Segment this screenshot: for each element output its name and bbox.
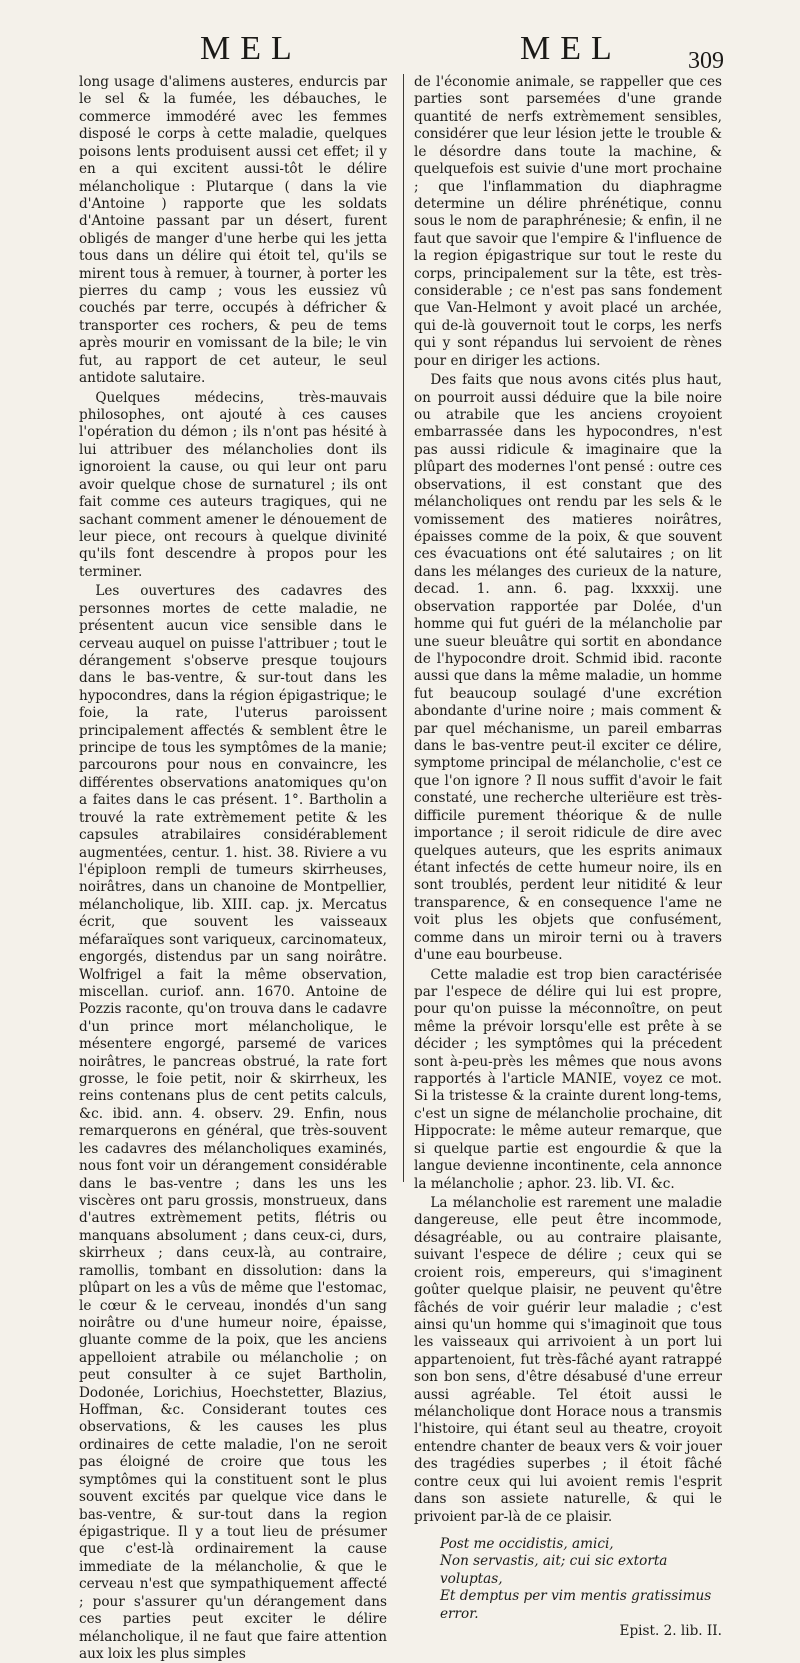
left-column — [79, 74, 387, 1663]
verse-line: Non servastis, ait; cui sic extorta voluptas, — [440, 1553, 668, 1587]
column-divider — [403, 74, 404, 1182]
running-header-left: MEL — [200, 30, 302, 67]
verse-citation: Epist. 2. lib. II. — [619, 1623, 722, 1640]
paragraph: de l'économie animale, se rappeller que ces parties sont parsemées d'une grande quantité de nerfs extrèmement sensibles, considérer que leur lésion jette le trouble & le désordre dans toute la machine, & quelquefois est suivie d'une mort prochaine ; que l'inflammation du diaphragme determine un délire phrénétique, connu sous le nom de paraphrénesie; & enfin, il ne faut que savoir que l'empire & l'influence de la region épigastrique sur tout le reste du corps, principalement sur la tête, est très-considerable ; ce n'est pas sans fondement que Van-Helmont y avoit placé un archée, qui de-là gouvernoit tout le corps, les nerfs qui y sont répandus lui servoient de rènes pour en diriger les actions. — [414, 74, 722, 369]
paragraph: Des faits que nous avons cités plus haut, on pourroit aussi déduire que la bile noire ou atrabile que les anciens croyoient embarrassée dans les hypocondres, n'est pas aussi ridicule & imaginaire que la plûpart des modernes l'ont pensé : outre ces observations, il est constant que des mélancholiques ont rendu par les sels & le vomissement des matieres noirâtres, épaisses comme de la poix, & que souvent ces évacuations ont été salutaires ; on lit dans les mélanges des curieux de la nature, decad. 1. ann. 6. pag. lxxxxij. une observation rapportée par Dolée, d'un homme qui fut guéri de la mélancholie par une sueur bleuâtre qui sortit en abondance de l'hypocondre droit. Schmid ibid. raconte aussi que dans la même maladie, un homme fut beaucoup soulagé d'une excrétion abondante d'urine noire ; mais comment & par quel méchanisme, un pareil embarras dans le bas-ventre peut-il exciter ce délire, symptome principal de mélancholie, c'est ce que l'on ignore ? Il nous suffit d'avoir le fait constaté, une recherche ulteriëure est très-difficile purement théorique & de nulle importance ; il seroit ridicule de dire avec quelques auteurs, que les esprits animaux étant infectés de cette humeur noire, ils en sont troublés, perdent leur nitidité & leur transparence, & en consequence l'ame ne voit plus les objets que confusément, comme dans un miroir terni ou à travers d'une eau bourbeuse. — [414, 372, 722, 964]
right-column — [414, 74, 722, 1641]
paragraph: Quelques médecins, très-mauvais philosophes, ont ajouté à ces causes l'opération du démon ; ils n'ont pas hésité à lui attribuer des mélancholies dont ils ignoroient la cause, ou qui leur ont paru avoir quelque chose de surnaturel ; ils ont fait comme ces auteurs tragiques, qui ne sachant comment amener le dénouement de leur piece, ont recours à quelque divinité qu'ils font descendre à propos pour les terminer. — [79, 389, 387, 580]
latin-verse-quote — [414, 1536, 722, 1623]
verse-line: Post me occidistis, amici, — [440, 1536, 614, 1553]
running-header-right: MEL — [520, 30, 622, 67]
paragraph: La mélancholie est rarement une maladie dangereuse, elle peut être incommode, désagréable, ou au contraire plaisante, suivant l'espece de délire ; ceux qui se croient rois, empereurs, qui s'imaginent goûter quelque plaisir, ne peuvent qu'être fâchés de voir guérir leur maladie ; c'est ainsi qu'un homme qui s'imaginoit que tous les vaisseaux qui arrivoient à un port lui appartenoient, fut très-fâché ayant ratrappé son bon sens, d'être désabusé d'une erreur aussi agréable. Tel étoit aussi le mélancholique dont Horace nous a transmis l'histoire, qui étant seul au theatre, croyoit entendre chanter de beaux vers & voir jouer des tragédies superbes ; il étoit fâché contre ceux qui lui avoient remis l'esprit dans son assiete naturelle, & qui le privoient par-là de ce plaisir. — [414, 1195, 722, 1525]
page-number: 309 — [688, 48, 724, 74]
paragraph: long usage d'alimens austeres, endurcis par le sel & la fumée, les débauches, le commerce immodéré avec les femmes disposé le corps à cette maladie, quelques poisons lents produisent aussi cet effet; il y en a qui excitent aussi-tôt le délire mélancholique : Plutarque ( dans la vie d'Antoine ) rapporte que les soldats d'Antoine passant par un désert, furent obligés de manger d'une herbe qui les jetta tous dans un délire qui étoit tel, qu'ils se mirent tous à remuer, à tourner, à porter les pierres du camp ; vous les eussiez vû couchés par terre, occupés à défricher & transporter ces rochers, & peu de tems après mourir en vomissant de la bile; le vin fut, au rapport de cet auteur, le seul antidote salutaire. — [79, 74, 387, 387]
paragraph: Cette maladie est trop bien caractérisée par l'espece de délire qui lui est propre, pour qu'on puisse la méconnoître, on peut même la prévoir lorsqu'elle est prête à se décider ; les symptômes qui la précedent sont à-peu-près les mêmes que nous avons rapportés à l'article MANIE, voyez ce mot. Si la tristesse & la crainte durent long-tems, c'est un signe de mélancholie prochaine, dit Hippocrate: le même auteur remarque, que si quelque partie est engourdie & que la langue devienne incontinente, cela annonce la mélancholie ; aphor. 23. lib. VI. &c. — [414, 966, 722, 1192]
paragraph: Les ouvertures des cadavres des personnes mortes de cette maladie, ne présentent aucun vice sensible dans le cerveau auquel on puisse l'attribuer ; tout le dérangement s'observe presque toujours dans le bas-ventre, & sur-tout dans les hypocondres, dans la région épigastrique; le foie, la rate, l'uterus paroissent principalement affectés & semblent être le principe de tous les symptômes de la manie; parcourons pour nous en convaincre, les différentes observations anatomiques qu'on a faites dans le cas présent. 1°. Bartholin a trouvé la rate extrèmement petite & les capsules atrabilaires considérablement augmentées, centur. 1. hist. 38. Riviere a vu l'épiploon rempli de tumeurs skirrheuses, noirâtres, dans un chanoine de Montpellier, mélancholique, lib. XIII. cap. jx. Mercatus écrit, que souvent les vaisseaux méfaraïques sont variqueux, carcinomateux, engorgés, distendus par un sang noirâtre. Wolfrigel a fait la même observation, miscellan. curiof. ann. 1670. Antoine de Pozzis raconte, qu'on trouva dans le cadavre d'un prince mort mélancholique, le mésentere engorgé, parsemé de varices noirâtres, le pancreas obstrué, la rate fort grosse, le foie petit, noir & skirrheux, les reins contenans plus de cent petits calculs, &c. ibid. ann. 4. observ. 29. Enfin, nous remarquerons en général, que très-souvent les cadavres des mélancholiques examinés, nous font voir un dérangement considérable dans le bas-ventre ; dans les uns les viscères ont paru grossis, monstrueux, dans d'autres extrèmement petits, flétris ou manquans absolument ; dans ceux-ci, durs, skirrheux ; dans ceux-là, au contraire, ramollis, tombant en dissolution: dans la plûpart on les a vûs de même que l'estomac, le cœur & le cerveau, inondés d'un sang noirâtre ou d'une humeur noire, épaisse, gluante comme de la poix, que les anciens appelloient atrabile ou mélancholie ; on peut consulter à ce sujet Bartholin, Dodonée, Lorichius, Hoechstetter, Blazius, Hoffman, &c. Considerant toutes ces observations, & les causes les plus ordinaires de cette maladie, l'on ne seroit pas éloigné de croire que tous les symptômes qui la constituent sont le plus souvent excités par quelque vice dans le bas-ventre, & sur-tout dans la region épigastrique. Il y a tout lieu de présumer que c'est-là ordinairement la cause immediate de la mélancholie, & que le cerveau n'est que sympathiquement affecté ; pour s'assurer qu'un dérangement dans ces parties peut exciter le délire mélancholique, il ne faut que faire attention aux loix les plus simples — [79, 583, 387, 1662]
verse-line: Et demptus per vim mentis gratissimus error. — [440, 1588, 712, 1622]
